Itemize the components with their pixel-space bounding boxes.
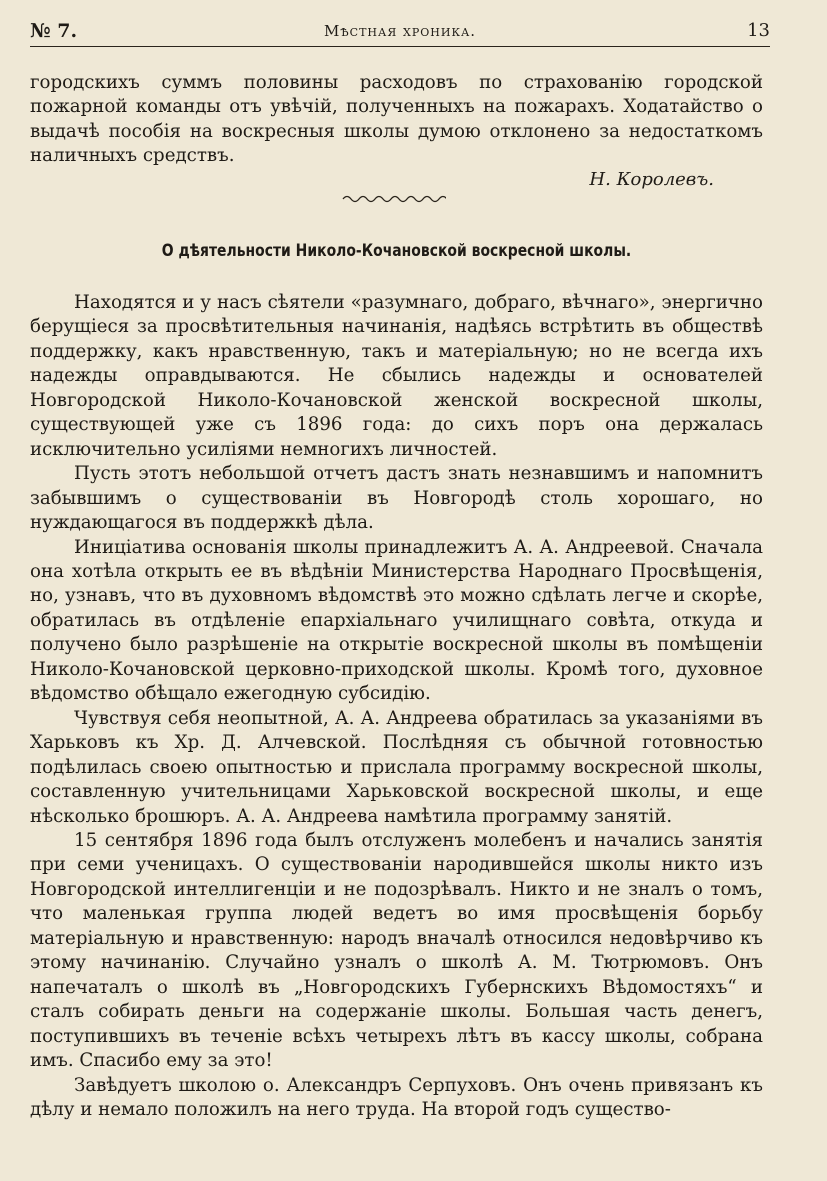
article-paragraph-1: Находятся и у насъ сѣятели «разумнаго, добраго, вѣчнаго», энергично берущіеся за просвѣтительныя начинанія, надѣясь встрѣтить въ обществѣ поддержку, какъ нравственную, такъ и матеріальную; но не всегда ихъ надежды оправдываются. Не сбылись надежды и основателей Новгородской Николо-Кочановской женской воскресной школы, существующей уже съ 1896 года: до сихъ поръ она держалась исключительно усиліями немногихъ личностей.: [30, 292, 763, 460]
issue-number: № 7.: [30, 20, 78, 42]
article-title: О дѣятельности Николо-Кочановской воскресной школы.: [161, 241, 632, 261]
article-paragraph-5: 15 сентября 1896 года былъ отслуженъ молебенъ и начались занятія при семи ученицахъ. О существованіи народившейся школы никто изъ Новгородской интеллигенціи и не подозрѣвалъ. Никто и не зналъ о томъ, что маленькая группа людей ведетъ во имя просвѣщенія борьбу матеріальную и нравственную: народъ вначалѣ относился недовѣрчиво къ этому начинанію. Случайно узналъ о школѣ А. М. Тютрюмовъ. Онъ напечаталъ о школѣ въ „Новгородскихъ Губернскихъ Вѣдомостяхъ“ и сталъ собирать деньги на содержаніе школы. Большая часть денегъ, поступившихъ въ теченіе всѣхъ четырехъ лѣтъ въ кассу школы, собрана имъ. Спасибо ему за это!: [30, 829, 763, 1072]
section-title: Мѣстная хроника.: [323, 22, 477, 40]
page-number: 13: [747, 20, 770, 41]
article-paragraph-6: Завѣдуетъ школою о. Александръ Серпуховъ. Онъ очень привязанъ къ дѣлу и немало положилъ на него труда. На второй годъ существо-: [30, 1074, 763, 1120]
intro-paragraph: городскихъ суммъ половины расходовъ по страхованію городской пожарной команды отъ увѣчій, полученныхъ на пожарахъ. Ходатайство о выдачѣ пособія на воскресныя школы думою отклонено за недостаткомъ наличныхъ средствъ.: [30, 72, 763, 166]
article-paragraph-2: Пусть этотъ небольшой отчетъ дастъ знать незнавшимъ и напомнитъ забывшимъ о существованіи въ Новгородѣ столь хорошаго, но нуждающагося въ поддержкѣ дѣла.: [30, 463, 763, 534]
article-paragraph-4: Чувствуя себя неопытной, А. А. Андреева обратилась за указаніями въ Харьковъ къ Хр. Д. Алчевской. Послѣдняя съ обычной готовностью подѣлилась своею опытностью и прислала программу воскресной школы, составленную учительницами Харьковской воскресной школы, и еще нѣсколько брошюръ. А. А. Андреева намѣтила программу занятій.: [30, 707, 763, 827]
section-divider-ornament: [341, 190, 446, 206]
header-rule: [30, 46, 770, 47]
signature: Н. Королевъ.: [589, 169, 714, 190]
page-header: [30, 20, 770, 48]
article-body: [30, 291, 763, 1122]
article-paragraph-3: Иниціатива основанія школы принадлежитъ А. А. Андреевой. Сначала она хотѣла открыть ее въ вѣдѣніи Министерства Народнаго Просвѣщенія, но, узнавъ, что въ духовномъ вѣдомствѣ это можно сдѣлать легче и скорѣе, обратилась въ отдѣленіе епархіальнаго училищнаго совѣта, откуда и получено было разрѣшеніе на открытіе воскресной школы въ помѣщеніи Николо-Кочановской церковно-приходской школы. Кромѣ того, духовное вѣдомство обѣщало ежегодную субсидію.: [30, 536, 763, 705]
